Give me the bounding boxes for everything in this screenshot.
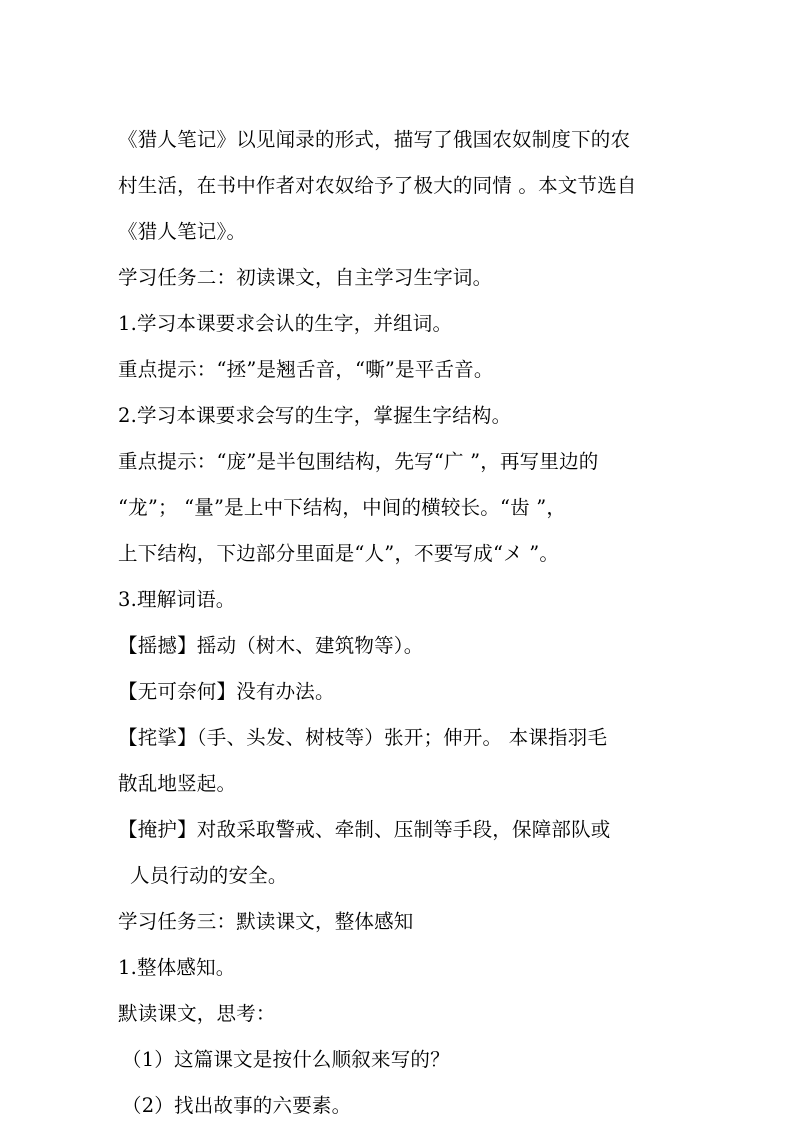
vocab-entry-yanhu-line-1: 【掩护】对敌采取警戒、牵制、压制等手段，保障部队或 <box>118 818 611 841</box>
vocab-entry-yaohan: 【摇撼】摇动（树木、建筑物等）。 <box>118 634 424 657</box>
paragraph-intro-line-1: 《猎人笔记》以见闻录的形式，描写了俄国农奴制度下的农 <box>118 128 631 151</box>
question-2: （2）找出故事的六要素。 <box>122 1094 352 1117</box>
task-two-item-2: 2.学习本课要求会写的生字，掌握生字结构。 <box>118 404 512 427</box>
task-three-item-1: 1.整体感知。 <box>118 956 236 979</box>
task-two-item-1: 1.学习本课要求会认的生字，并组词。 <box>118 312 453 335</box>
task-two-hint-1: 重点提示：“拯”是翘舌音，“嘶”是平舌音。 <box>118 358 494 381</box>
vocab-entry-yanhu-line-2: 人员行动的安全。 <box>130 864 288 887</box>
vocab-entry-zhasha-line-2: 散乱地竖起。 <box>118 772 237 795</box>
task-three-instruction: 默读课文，思考： <box>118 1002 276 1025</box>
task-two-hint-2-line-1: 重点提示：“庞”是半包围结构，先写“广 ”，再写里边的 <box>118 450 599 473</box>
paragraph-intro-line-3: 《猎人笔记》。 <box>118 220 247 243</box>
vocab-entry-wukenaihe: 【无可奈何】没有办法。 <box>118 680 335 703</box>
task-three-heading: 学习任务三：默读课文，整体感知 <box>118 910 414 933</box>
task-two-heading: 学习任务二：初读课文，自主学习生字词。 <box>118 266 493 289</box>
question-1: （1）这篇课文是按什么顺叙来写的？ <box>122 1048 450 1071</box>
task-two-item-3: 3.理解词语。 <box>118 588 236 611</box>
task-two-hint-2-line-3: 上下结构，下边部分里面是“人”，不要写成“メ ”。 <box>118 542 560 565</box>
paragraph-intro-line-2: 村生活，在书中作者对农奴给予了极大的同情 。本文节选自 <box>118 174 637 197</box>
task-two-hint-2-line-2: “龙”； “量”是上中下结构，中间的横较长。“齿 ”， <box>118 496 567 519</box>
vocab-entry-zhasha-line-1: 【挓挲】（手、头发、树枝等）张开；伸开。 本课指羽毛 <box>118 726 608 749</box>
